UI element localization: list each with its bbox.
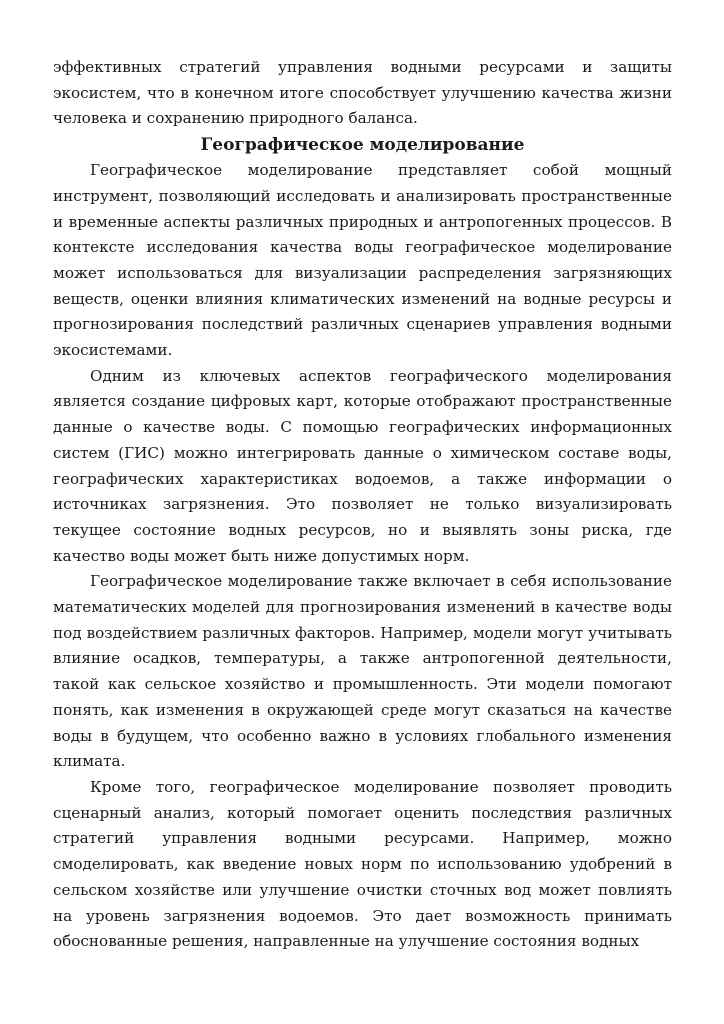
- paragraph-4: Кроме того, географическое моделирование позволяет проводить сценарный анализ, который помогает оценить последствия различных стратегий управления водными ресурсами. Например, можно смоделировать, как введение новых норм по использованию удобрений в сельском хозяйстве или улучшение очистки сточных вод может повлиять на уровень загрязнения водоемов. Это дает возможность принимать обоснованные решения, направленные на улучшение состояния водных: [53, 777, 672, 951]
- document-page: [53, 55, 672, 955]
- paragraph-1: Географическое моделирование представляет собой мощный инструмент, позволяющий исследовать и анализировать пространственные и временные аспекты различных природных и антропогенных процессов. В контексте исследования качества воды географическое моделирование может использоваться для визуализации распределения загрязняющих веществ, оценки влияния климатических изменений на водные ресурсы и прогнозирования последствий различных сценариев управления водными экосистемами.: [53, 161, 672, 360]
- paragraph-3: Географическое моделирование также включает в себя использование математических моделей для прогнозирования изменений в качестве воды под воздействием различных факторов. Например, модели могут учитывать влияние осадков, температуры, а также антропогенной деятельности, такой как сельское хозяйство и промышленность. Эти модели помогают понять, как изменения в окружающей среде могут сказаться на качестве воды в будущем, что особенно важно в условиях глобального изменения климата.: [53, 572, 672, 771]
- section-title: Географическое моделирование: [200, 135, 525, 156]
- intro-paragraph: эффективных стратегий управления водными ресурсами и защиты экосистем, что в конечном итоге способствует улучшению качества жизни человека и сохранению природного баланса.: [53, 58, 672, 128]
- paragraph-2: Одним из ключевых аспектов географического моделирования является создание цифровых карт, которые отображают пространственные данные о качестве воды. С помощью географических информационных систем (ГИС) можно интегрировать данные о химическом составе воды, географических характеристиках водоемов, а также информации о источниках загрязнения. Это позволяет не только визуализировать текущее состояние водных ресурсов, но и выявлять зоны риска, где качество воды может быть ниже допустимых норм.: [53, 366, 672, 565]
